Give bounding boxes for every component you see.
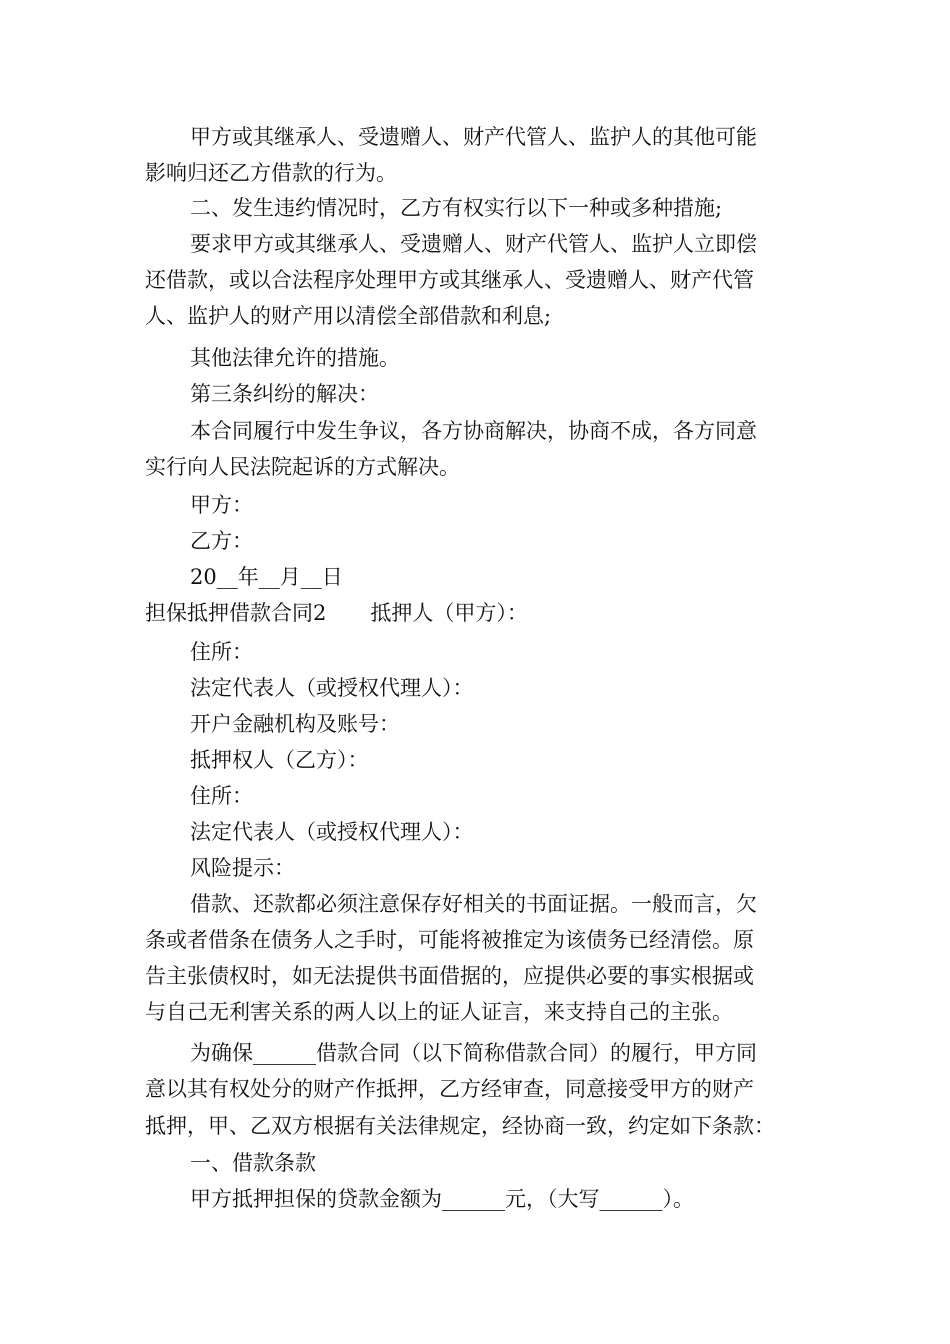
address-label: 住所：	[190, 784, 253, 808]
party-b-label: 乙方：	[190, 529, 253, 553]
paragraph-line: 人、监护人的财产用以清偿全部借款和利息;	[145, 304, 552, 328]
contract-title: 担保抵押借款合同2	[145, 601, 327, 625]
paragraph-line: 其他法律允许的措施。	[190, 346, 400, 370]
paragraph-line: 还借款，或以合法程序处理甲方或其继承人、受遗赠人、财产代管	[145, 268, 754, 292]
paragraph-line: 抵押，甲、乙双方根据有关法律规定，经协商一致，约定如下条款：	[145, 1114, 775, 1138]
legal-rep-label: 法定代表人（或授权代理人）：	[190, 676, 474, 700]
paragraph-line: 实行向人民法院起诉的方式解决。	[145, 455, 460, 479]
mortgagee-label: 抵押权人（乙方）：	[190, 748, 369, 772]
address-label: 住所：	[190, 640, 253, 664]
paragraph-line: 条或者借条在债务人之手时，可能将被推定为该债务已经清偿。原	[145, 928, 754, 952]
paragraph-line: 要求甲方或其继承人、受遗赠人、财产代管人、监护人立即偿	[190, 232, 757, 256]
paragraph-line: 借款、还款都必须注意保存好相关的书面证据。一般而言，欠	[190, 892, 757, 916]
paragraph-line: 与自己无利害关系的两人以上的证人证言，来支持自己的主张。	[145, 1000, 733, 1024]
paragraph-line: 甲方或其继承人、受遗赠人、财产代管人、监护人的其他可能	[190, 125, 757, 149]
party-a-label: 甲方：	[190, 493, 253, 517]
paragraph-line: 为确保______借款合同（以下简称借款合同）的履行，甲方同	[190, 1041, 757, 1065]
risk-notice-heading: 风险提示：	[190, 856, 295, 880]
legal-rep-label: 法定代表人（或授权代理人）：	[190, 820, 474, 844]
paragraph-line: 二、发生违约情况时，乙方有权实行以下一种或多种措施;	[190, 196, 723, 220]
date-line: 20__年__月__日	[190, 565, 343, 589]
section-heading: 第三条纠纷的解决：	[190, 382, 379, 406]
paragraph-line: 告主张债权时，如无法提供书面借据的，应提供必要的事实根据或	[145, 964, 754, 988]
paragraph-line: 本合同履行中发生争议，各方协商解决，协商不成，各方同意	[190, 419, 757, 443]
mortgagor-label: 抵押人（甲方）：	[370, 601, 528, 625]
section-heading: 一、借款条款	[190, 1151, 316, 1175]
bank-account-label: 开户金融机构及账号：	[190, 712, 400, 736]
paragraph-line: 甲方抵押担保的贷款金额为______元，（大写______）。	[190, 1187, 694, 1211]
paragraph-line: 影响归还乙方借款的行为。	[145, 161, 397, 185]
paragraph-line: 意以其有权处分的财产作抵押，乙方经审查，同意接受甲方的财产	[145, 1077, 754, 1101]
contract-title-line	[145, 595, 528, 631]
